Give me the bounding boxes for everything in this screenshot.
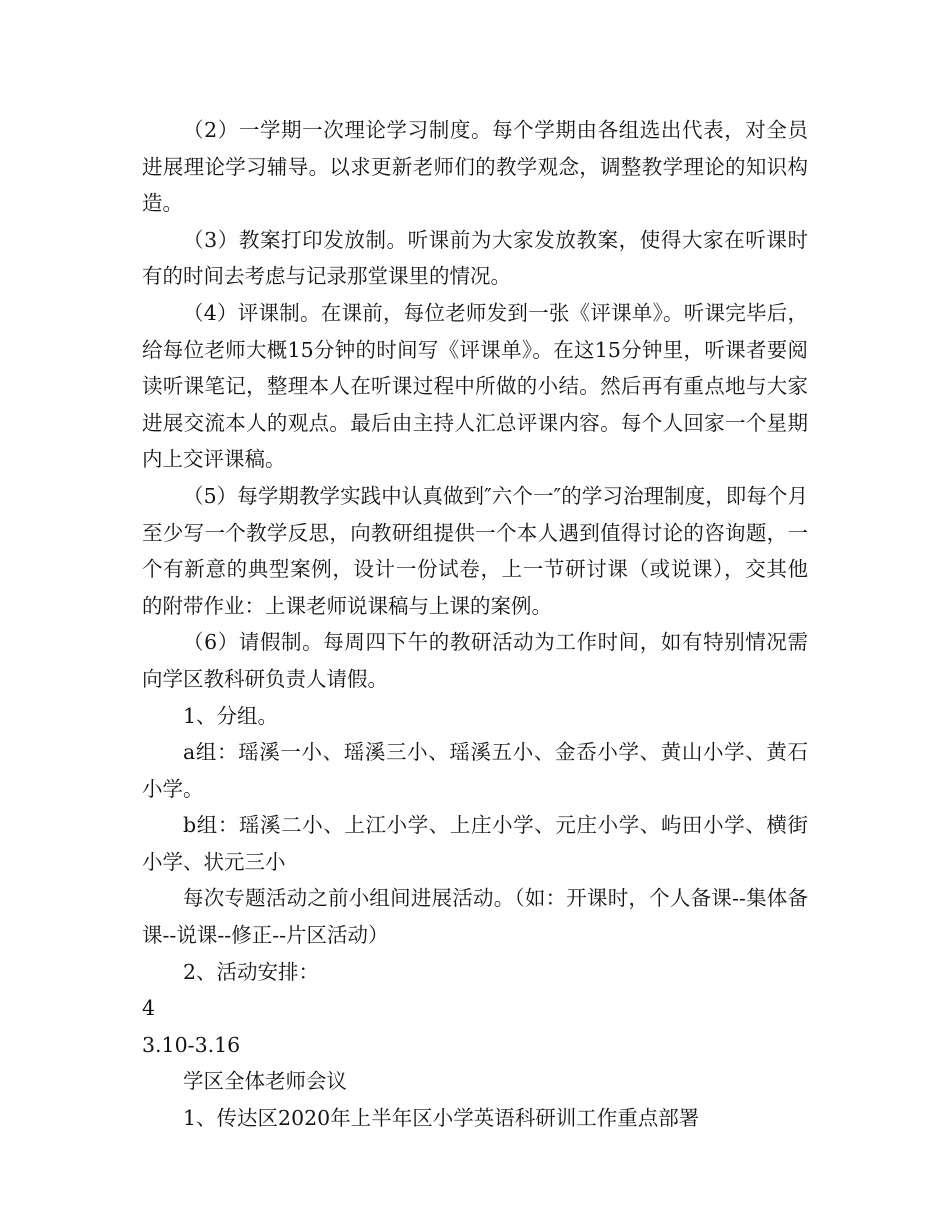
paragraph-group-b: b组：瑶溪二小、上江小学、上庄小学、元庄小学、屿田小学、横街小学、状元三小 [142, 813, 808, 874]
schedule-event-item: 1、传达区2020年上半年区小学英语科研训工作重点部署 [183, 1106, 700, 1131]
paragraph-lesson-plan: （3）教案打印发放制。听课前为大家发放教案，使得大家在听课时有的时间去考虑与记录那堂课里的情况。 [142, 227, 808, 289]
paragraph-group-activity: 每次专题活动之前小组间进展活动。（如：开课时，个人备课--集体备课--说课--修正--片区活动） [142, 886, 808, 948]
paragraph-theory-study: （2）一学期一次理论学习制度。每个学期由各组选出代表，对全员进展理论学习辅导。以求更新老师们的教学观念，调整教学理论的知识构造。 [142, 118, 808, 216]
schedule-event-title: 学区全体老师会议 [183, 1069, 347, 1094]
paragraph-leave-policy: （6）请假制。每周四下午的教研活动为工作时间，如有特别情况需向学区教科研负责人请假。 [142, 630, 808, 691]
paragraph-lesson-review: （4）评课制。在课前，每位老师发到一张《评课单》。听课完毕后，给每位老师大概15分钟的时间写《评课单》。在这15分钟里，听课者要阅读听课笔记，整理本人在听课过程中所做的小结。然后再有重点地与大家进展交流本人的观点。最后由主持人汇总评课内容。每个人回家一个星期内上交评课稿。 [142, 300, 808, 472]
schedule-week-number: 4 [142, 996, 156, 1021]
paragraph-six-ones: （5）每学期教学实践中认真做到″六个一″的学习治理制度，即每个月至少写一个教学反思，向教研组提供一个本人遇到值得讨论的咨询题，一个有新意的典型案例，设计一份试卷，上一节研讨课（或说课），交其他的附带作业：上课老师说课稿与上课的案例。 [142, 483, 808, 618]
document-body [142, 112, 808, 1137]
schedule-date-range: 3.10-3.16 [142, 1032, 241, 1057]
paragraph-schedule-heading: 2、活动安排： [183, 959, 320, 984]
paragraph-group-a: a组：瑶溪一小、瑶溪三小、瑶溪五小、金岙小学、黄山小学、黄石小学。 [142, 740, 808, 801]
paragraph-grouping-heading: 1、分组。 [183, 703, 279, 728]
